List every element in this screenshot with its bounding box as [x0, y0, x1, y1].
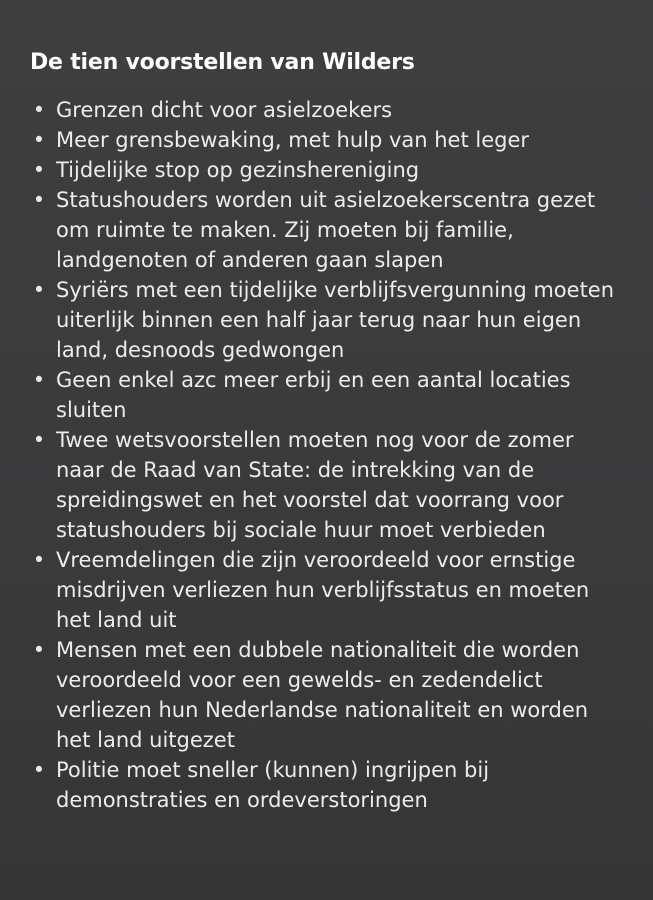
bullet-icon: •: [32, 278, 46, 302]
list-item: [30, 155, 623, 185]
bullet-icon: •: [32, 128, 46, 152]
list-item-text: Politie moet sneller (kunnen) ingrijpen bij demonstraties en ordeverstoringen: [56, 758, 490, 812]
list-item: [30, 755, 623, 815]
list-item-text: Mensen met een dubbele nationaliteit die worden veroordeeld voor een gewelds- en zedendelict verliezen hun Nederlandse nationaliteit en worden het land uitgezet: [56, 638, 589, 752]
bullet-icon: •: [32, 188, 46, 212]
list-item-text: Meer grensbewaking, met hulp van het leger: [56, 128, 530, 152]
bullet-icon: •: [32, 758, 46, 782]
list-item-text: Vreemdelingen die zijn veroordeeld voor ernstige misdrijven verliezen hun verblijfsstatus en moeten het land uit: [56, 548, 590, 632]
list-item-text: Syriërs met een tijdelijke verblijfsvergunning moeten uiterlijk binnen een half jaar terug naar hun eigen land, desnoods gedwongen: [56, 278, 615, 362]
page-title: De tien voorstellen van Wilders: [30, 50, 415, 75]
proposals-list: [30, 95, 623, 815]
list-item-text: Grenzen dicht voor asielzoekers: [56, 98, 393, 122]
list-item: [30, 545, 623, 635]
list-item: [30, 425, 623, 545]
bullet-icon: •: [32, 638, 46, 662]
list-item: [30, 125, 623, 155]
bullet-icon: •: [32, 548, 46, 572]
list-item-text: Geen enkel azc meer erbij en een aantal locaties sluiten: [56, 368, 571, 422]
list-item: [30, 185, 623, 275]
bullet-icon: •: [32, 158, 46, 182]
bullet-icon: •: [32, 98, 46, 122]
list-item: [30, 365, 623, 425]
list-item-text: Tijdelijke stop op gezinshereniging: [56, 158, 420, 182]
list-item: [30, 635, 623, 755]
list-item: [30, 95, 623, 125]
list-item: [30, 275, 623, 365]
bullet-icon: •: [32, 368, 46, 392]
bullet-icon: •: [32, 428, 46, 452]
list-item-text: Twee wetsvoorstellen moeten nog voor de zomer naar de Raad van State: de intrekking van de spreidingswet en het voorstel dat voorrang voor statushouders bij sociale huur moet verbieden: [56, 428, 574, 542]
list-item-text: Statushouders worden uit asielzoekerscentra gezet om ruimte te maken. Zij moeten bij familie, landgenoten of anderen gaan slapen: [56, 188, 596, 272]
